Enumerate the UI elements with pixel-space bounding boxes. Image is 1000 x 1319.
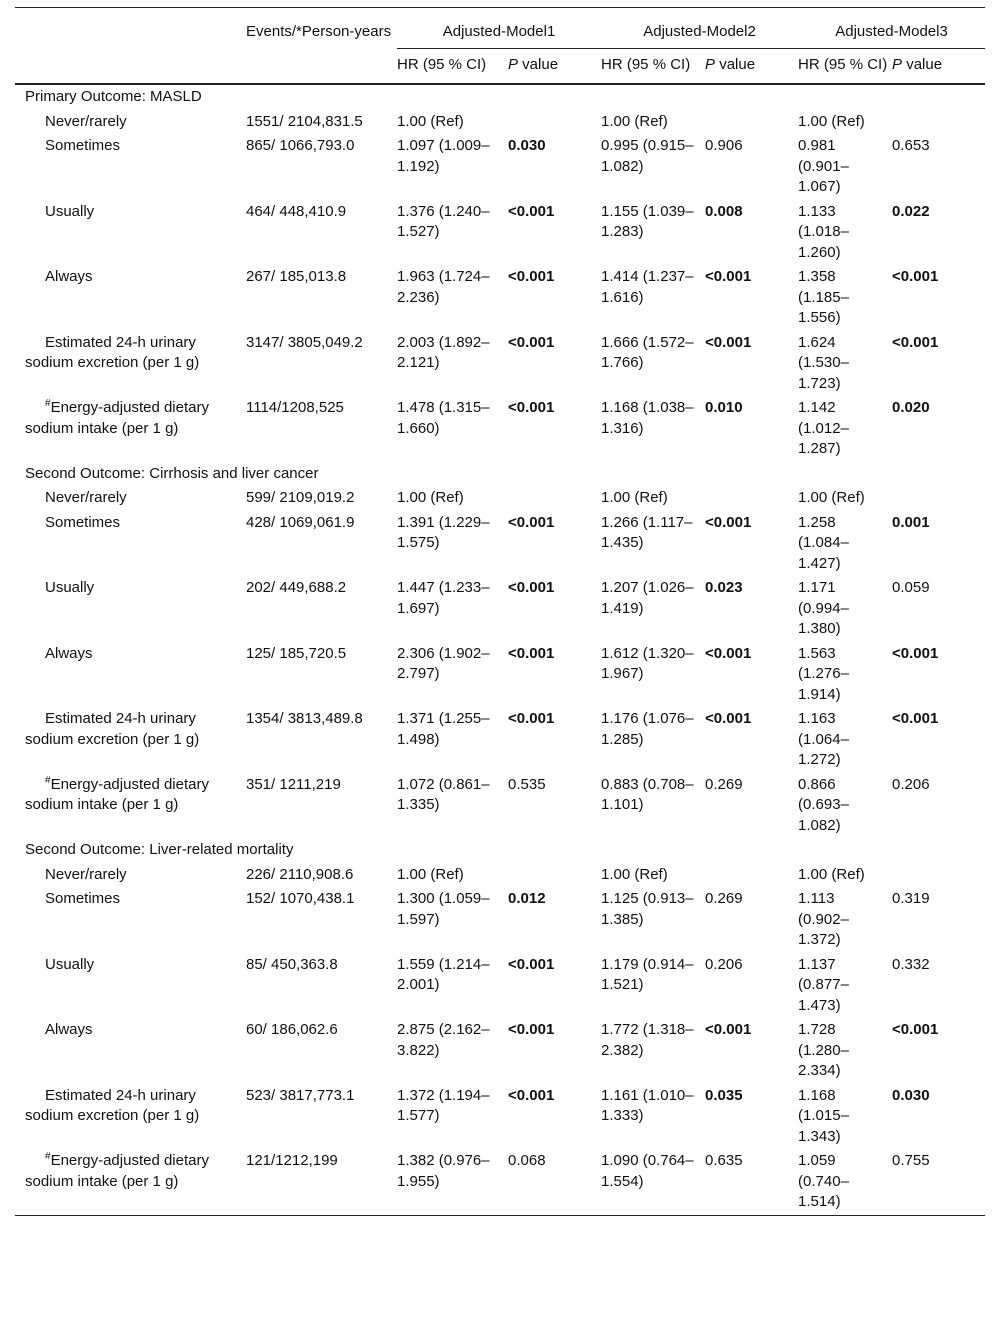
m2-hr-cell: 1.155 (1.039–1.283) [601,202,694,240]
row-label [15,642,246,708]
m1-hr-cell: 1.478 (1.315–1.660) [397,399,490,437]
header-p-rest: value [902,55,943,73]
m2-hr-cell: 1.00 (Ref) [601,489,668,506]
m2-p-cell: 0.008 [705,202,743,220]
hazard-ratio-table [15,7,985,1216]
m2-p-cell: <0.001 [705,513,752,531]
m2-p-cell [705,486,798,511]
m2-p-cell: 0.635 [705,1152,743,1169]
row-label [15,707,246,773]
header-hr-ci-label: HR (95 % CI) [601,55,691,73]
m2-hr-cell: 1.090 (0.764–1.554) [601,1152,694,1190]
m3-hr-cell: 1.137 (0.877–1.473) [798,955,849,1014]
row-label-text: Estimated 24-h urinary sodium excretion (per 1 g) [25,1086,200,1124]
m3-p-cell: 0.755 [892,1152,930,1169]
row-label-text: Estimated 24-h urinary sodium excretion (per 1 g) [25,333,200,371]
m1-p-cell [508,110,601,135]
header-hr-ci [601,49,705,85]
row-label-text: Energy-adjusted dietary sodium intake (per 1 g) [25,775,209,813]
m3-p-cell [892,486,985,511]
m1-hr-cell: 1.072 (0.861–1.335) [397,775,490,813]
m3-hr-cell: 1.563 (1.276–1.914) [798,644,849,703]
m3-hr-cell: 1.00 (Ref) [798,112,865,130]
section-title: Second Outcome: Liver-related mortality [25,841,294,858]
m3-p-cell: 0.030 [892,1086,930,1104]
m3-p-cell: 0.206 [892,775,930,793]
m2-p-cell: <0.001 [705,1021,752,1038]
m1-hr-cell: 2.306 (1.902–2.797) [397,644,490,682]
m2-hr-cell: 1.00 (Ref) [601,865,668,883]
m3-hr-cell: 1.168 (1.015–1.343) [798,1086,849,1145]
m2-p-cell: 0.010 [705,399,743,416]
m3-p-cell [892,110,985,135]
m3-p-cell: 0.319 [892,890,930,907]
table-row [15,110,985,135]
table-row [15,265,985,331]
m3-hr-cell: 0.866 (0.693–1.082) [798,775,849,834]
header-model1 [397,8,601,49]
row-label [15,1018,246,1084]
section-header-row [15,838,985,863]
row-label-text: Sometimes [45,137,121,154]
m1-hr-cell: 2.875 (2.162–3.822) [397,1021,490,1059]
header-p-value [508,49,601,85]
m3-p-cell: <0.001 [892,1021,939,1038]
row-label-text: Always [45,268,93,285]
m3-hr-cell: 1.258 (1.084–1.427) [798,513,849,572]
events-cell: 226/ 2110,908.6 [246,865,354,883]
row-label [15,511,246,577]
m2-p-cell: 0.035 [705,1086,743,1104]
row-label-text: Estimated 24-h urinary sodium excretion (per 1 g) [25,710,200,748]
header-p-italic: P [705,55,716,73]
m2-hr-cell: 1.125 (0.913–1.385) [601,890,694,928]
row-label-text: Sometimes [45,890,121,907]
footnote-marker: # [45,398,51,409]
row-label-text: Always [45,1021,93,1038]
row-label [15,265,246,331]
table-row [15,1149,985,1215]
row-label [15,200,246,266]
events-cell: 1114/1208,525 [246,399,344,416]
table-row [15,642,985,708]
section-title: Second Outcome: Cirrhosis and liver cancer [25,464,319,482]
events-cell: 428/ 1069,061.9 [246,513,355,531]
m2-p-cell: <0.001 [705,268,752,285]
events-cell: 152/ 1070,438.1 [246,890,355,907]
m3-hr-cell: 1.624 (1.530–1.723) [798,333,849,392]
row-label-text: Usually [45,202,95,220]
m1-hr-cell: 1.097 (1.009–1.192) [397,137,490,175]
m2-hr-cell: 1.168 (1.038–1.316) [601,399,694,437]
m3-hr-cell: 1.00 (Ref) [798,865,865,883]
header-hr-ci [798,49,892,85]
m3-p-cell [892,863,985,888]
m1-p-cell: <0.001 [508,710,555,727]
m3-hr-cell: 1.171 (0.994–1.380) [798,579,849,637]
m2-hr-cell: 1.207 (1.026–1.419) [601,579,694,617]
m2-hr-cell: 1.00 (Ref) [601,112,668,130]
table-row [15,1018,985,1084]
section-header-row [15,462,985,487]
row-label [15,773,246,839]
row-label-text: Energy-adjusted dietary sodium intake (per 1 g) [25,1152,209,1190]
m3-hr-cell: 1.142 (1.012–1.287) [798,399,849,457]
table-row [15,576,985,642]
header-p-rest: value [518,55,559,73]
m1-hr-cell: 1.00 (Ref) [397,112,464,130]
m1-p-cell: <0.001 [508,202,555,220]
footnote-marker: # [45,1151,51,1162]
m2-p-cell [705,863,798,888]
events-cell: 1551/ 2104,831.5 [246,112,363,130]
table-row [15,707,985,773]
m3-p-cell: 0.001 [892,513,930,531]
m2-hr-cell: 0.995 (0.915–1.082) [601,137,694,175]
m1-p-cell: <0.001 [508,268,555,285]
row-label [15,486,246,511]
m1-p-cell: <0.001 [508,1021,555,1038]
m1-p-cell: 0.068 [508,1152,546,1169]
events-cell: 464/ 448,410.9 [246,202,347,220]
events-cell: 85/ 450,363.8 [246,955,338,973]
m2-p-cell: 0.023 [705,579,743,596]
m2-p-cell: <0.001 [705,644,752,662]
m1-p-cell: 0.030 [508,137,546,154]
header-p-value [892,49,985,85]
table-row [15,134,985,200]
table-row [15,953,985,1019]
row-label-text: Sometimes [45,513,121,531]
row-label [15,953,246,1019]
header-model3-label: Adjusted-Model3 [835,23,948,40]
row-label-text: Energy-adjusted dietary sodium intake (per 1 g) [25,399,209,437]
header-model1-label: Adjusted-Model1 [442,23,556,40]
header-events [246,8,397,85]
m1-p-cell: <0.001 [508,579,555,596]
events-cell: 523/ 3817,773.1 [246,1086,355,1104]
m3-hr-cell: 1.358 (1.185–1.556) [798,268,849,326]
m1-hr-cell: 1.963 (1.724–2.236) [397,268,490,306]
row-label [15,576,246,642]
m3-hr-cell: 1.728 (1.280–2.334) [798,1021,849,1079]
m3-p-cell: 0.022 [892,202,930,220]
m1-p-cell: <0.001 [508,399,555,416]
row-label [15,134,246,200]
m1-p-cell: <0.001 [508,333,555,351]
row-label [15,110,246,135]
section-header-row [15,84,985,110]
m3-hr-cell: 1.133 (1.018–1.260) [798,202,849,261]
table-header [15,8,985,85]
row-label-text: Always [45,644,93,662]
table-row [15,511,985,577]
events-cell: 267/ 185,013.8 [246,268,347,285]
m2-p-cell: <0.001 [705,333,752,351]
m1-p-cell [508,863,601,888]
m1-p-cell: 0.535 [508,775,546,793]
header-p-value [705,49,798,85]
m3-p-cell: <0.001 [892,710,939,727]
table-body [15,84,985,1215]
row-label-text: Never/rarely [45,112,127,130]
events-cell: 125/ 185,720.5 [246,644,347,662]
events-cell: 121/1212,199 [246,1152,338,1169]
row-label [15,396,246,462]
m3-hr-cell: 0.981 (0.901–1.067) [798,137,849,195]
m2-hr-cell: 0.883 (0.708–1.101) [601,775,694,813]
table-row [15,396,985,462]
m3-p-cell: 0.059 [892,579,930,596]
m3-p-cell: <0.001 [892,268,939,285]
header-model2 [601,8,798,49]
table-row [15,486,985,511]
m2-hr-cell: 1.666 (1.572–1.766) [601,333,694,371]
header-p-italic: P [508,55,519,73]
table-row [15,200,985,266]
m2-p-cell: 0.206 [705,955,743,973]
header-blank [15,8,246,85]
m2-hr-cell: 1.414 (1.237–1.616) [601,268,694,306]
header-p-rest: value [715,55,756,73]
m3-hr-cell: 1.163 (1.064–1.272) [798,710,849,768]
m1-hr-cell: 1.00 (Ref) [397,865,464,883]
m3-hr-cell: 1.00 (Ref) [798,489,865,506]
m2-p-cell [705,110,798,135]
header-hr-ci [397,49,508,85]
events-cell: 1354/ 3813,489.8 [246,710,363,727]
m1-hr-cell: 2.003 (1.892–2.121) [397,333,490,371]
m3-p-cell: 0.653 [892,137,930,154]
m3-hr-cell: 1.059 (0.740–1.514) [798,1152,849,1210]
header-model2-label: Adjusted-Model2 [643,23,756,40]
m2-hr-cell: 1.179 (0.914–1.521) [601,955,694,993]
m2-p-cell: 0.906 [705,137,743,154]
m3-p-cell: <0.001 [892,333,939,351]
header-p-italic: P [892,55,903,73]
m1-p-cell: <0.001 [508,1086,555,1104]
table-row [15,863,985,888]
row-label-text: Never/rarely [45,489,127,506]
m1-hr-cell: 1.376 (1.240–1.527) [397,202,490,240]
header-hr-ci-label: HR (95 % CI) [798,55,888,73]
m2-p-cell: <0.001 [705,710,752,727]
m3-p-cell: <0.001 [892,644,939,662]
row-label [15,1084,246,1150]
m1-p-cell: <0.001 [508,955,555,973]
header-hr-ci-label: HR (95 % CI) [397,55,487,73]
m1-p-cell: 0.012 [508,890,546,907]
row-label [15,1149,246,1215]
events-cell: 3147/ 3805,049.2 [246,333,363,351]
section-title: Primary Outcome: MASLD [25,88,202,105]
footnote-marker: # [45,774,51,786]
m1-p-cell: <0.001 [508,644,555,662]
header-events-label: Events/*Person-years [246,23,392,40]
row-label-text: Usually [45,955,95,973]
m2-p-cell: 0.269 [705,775,743,793]
m2-hr-cell: 1.612 (1.320–1.967) [601,644,694,682]
m1-hr-cell: 1.391 (1.229–1.575) [397,513,490,551]
events-cell: 599/ 2109,019.2 [246,489,355,506]
m1-hr-cell: 1.559 (1.214–2.001) [397,955,490,993]
m1-hr-cell: 1.447 (1.233–1.697) [397,579,490,617]
events-cell: 60/ 186,062.6 [246,1021,338,1038]
header-model3 [798,8,985,49]
row-label [15,331,246,397]
events-cell: 202/ 449,688.2 [246,579,347,596]
m2-p-cell: 0.269 [705,890,743,907]
m3-p-cell: 0.332 [892,955,930,973]
table-row [15,331,985,397]
events-cell: 865/ 1066,793.0 [246,137,355,154]
m2-hr-cell: 1.266 (1.117–1.435) [601,513,693,551]
m1-p-cell [508,486,601,511]
m3-hr-cell: 1.113 (0.902–1.372) [798,890,849,948]
m2-hr-cell: 1.161 (1.010–1.333) [601,1086,694,1124]
m2-hr-cell: 1.772 (1.318–2.382) [601,1021,694,1059]
events-cell: 351/ 1211,219 [246,775,341,793]
table-row [15,887,985,953]
m1-hr-cell: 1.382 (0.976–1.955) [397,1152,490,1190]
m2-hr-cell: 1.176 (1.076–1.285) [601,710,694,748]
table-row [15,773,985,839]
m1-hr-cell: 1.00 (Ref) [397,489,464,506]
row-label [15,887,246,953]
m1-hr-cell: 1.300 (1.059–1.597) [397,890,490,928]
row-label [15,863,246,888]
table-container [15,0,985,1216]
m1-hr-cell: 1.371 (1.255–1.498) [397,710,490,748]
m1-p-cell: <0.001 [508,513,555,531]
m1-hr-cell: 1.372 (1.194–1.577) [397,1086,490,1124]
m3-p-cell: 0.020 [892,399,930,416]
table-row [15,1084,985,1150]
row-label-text: Usually [45,579,95,596]
row-label-text: Never/rarely [45,865,127,883]
